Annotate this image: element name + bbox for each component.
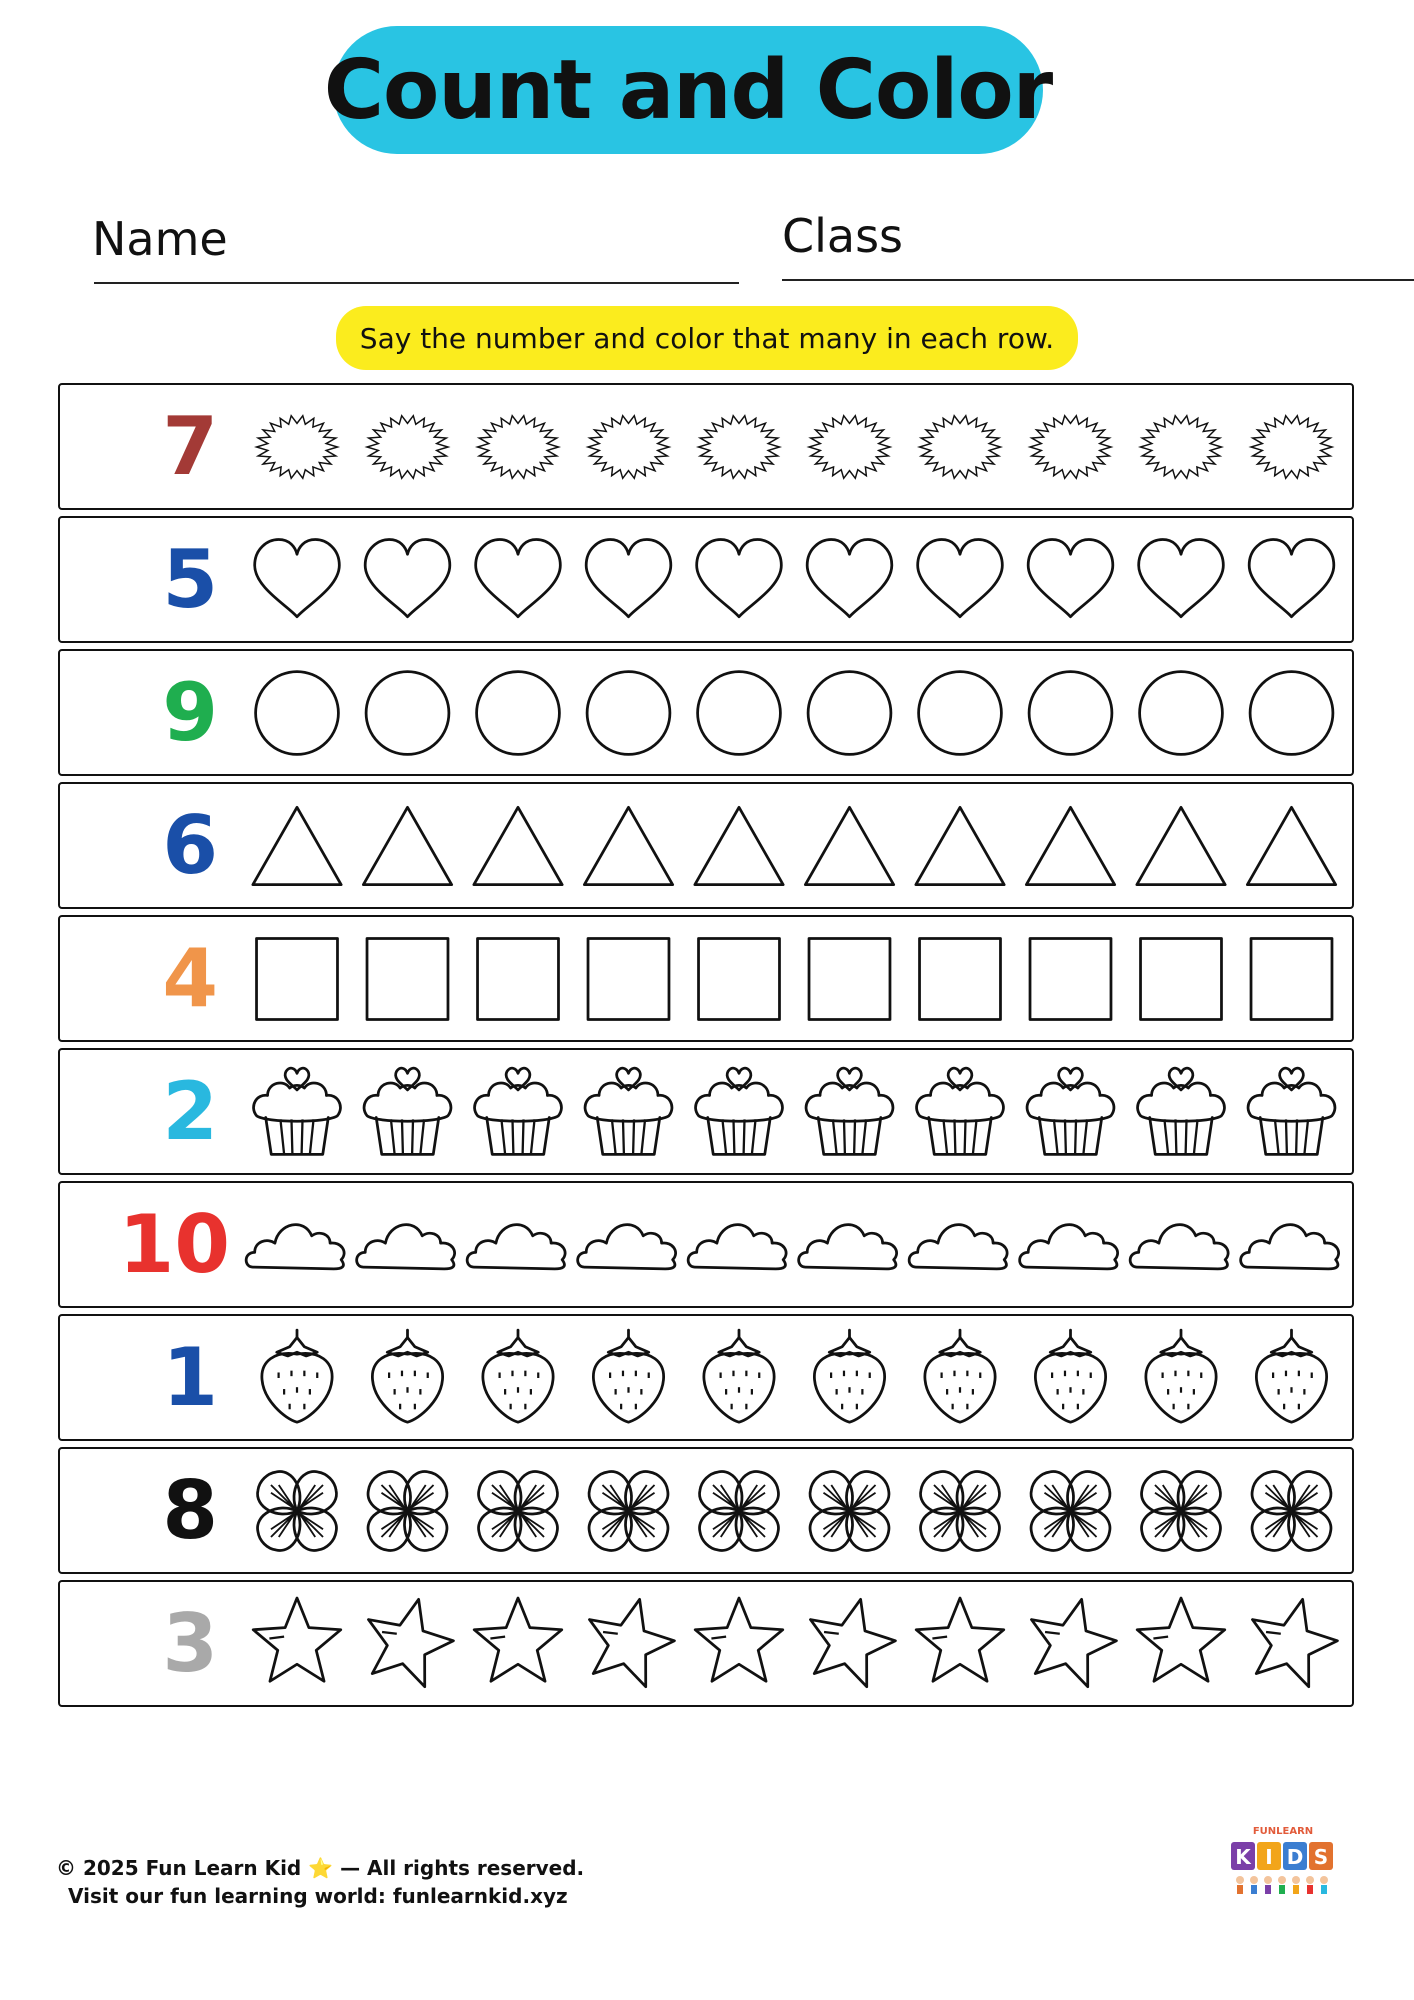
heart-icon[interactable] [476,540,561,617]
triangle-icon[interactable] [916,807,1004,884]
heart-icon[interactable] [255,540,340,617]
shape-strip [60,385,1350,507]
shape-strip [60,518,1350,640]
triangle-icon[interactable] [1026,807,1114,884]
triangle-icon[interactable] [805,807,893,884]
count-row [58,1314,1354,1441]
square-icon[interactable] [809,939,890,1020]
cupcake-icon[interactable] [696,1068,783,1154]
square-icon[interactable] [699,939,780,1020]
star-icon[interactable] [253,1598,341,1681]
heart-icon[interactable] [807,540,892,617]
star-icon[interactable] [474,1598,562,1681]
instruction-banner [336,306,1078,370]
cloud-icon[interactable] [246,1225,344,1269]
count-row [58,782,1354,909]
flower-icon[interactable] [802,1464,897,1559]
burst-icon[interactable] [588,416,669,479]
star-icon[interactable] [695,1598,783,1681]
name-field-line[interactable] [94,282,739,284]
strawberry-icon[interactable] [262,1330,332,1422]
triangle-icon[interactable] [695,807,783,884]
cupcake-icon[interactable] [1248,1068,1335,1154]
count-row [58,1447,1354,1574]
cupcake-icon[interactable] [254,1068,341,1154]
star-icon[interactable] [916,1598,1004,1681]
cupcake-icon[interactable] [475,1068,562,1154]
flower-icon[interactable] [581,1464,676,1559]
flower-icon[interactable] [913,1464,1008,1559]
row-number: 2 [162,1065,218,1158]
footer-visit: Visit our fun learning world: funlearnkid.xyz [68,1884,568,1908]
cloud-icon[interactable] [1130,1225,1228,1269]
count-row [58,1048,1354,1175]
shape-strip [60,917,1350,1039]
circle-icon[interactable] [256,672,339,755]
flower-icon[interactable] [692,1464,787,1559]
cupcake-icon[interactable] [1027,1068,1114,1154]
circle-icon[interactable] [919,672,1002,755]
flower-icon[interactable] [360,1464,455,1559]
strawberry-icon[interactable] [814,1330,884,1422]
square-icon[interactable] [920,939,1001,1020]
row-number: 5 [162,533,218,626]
shape-strip [60,651,1350,773]
footer-copyright: © 2025 Fun Learn Kid ⭐ — All rights reserved. [56,1856,585,1880]
shape-strip [60,784,1350,906]
star-icon[interactable] [1019,1589,1124,1691]
count-row [58,1181,1354,1308]
circle-icon[interactable] [587,672,670,755]
cloud-icon[interactable] [909,1225,1007,1269]
triangle-icon[interactable] [253,807,341,884]
row-number: 4 [162,932,218,1025]
row-number: 8 [162,1464,218,1557]
strawberry-icon[interactable] [704,1330,774,1422]
circle-icon[interactable] [1140,672,1223,755]
cloud-icon[interactable] [1241,1225,1339,1269]
star-icon[interactable] [798,1589,903,1691]
class-field-line[interactable] [782,279,1414,281]
flower-icon[interactable] [1134,1464,1229,1559]
cupcake-icon[interactable] [806,1068,893,1154]
count-row [58,383,1354,510]
square-icon[interactable] [478,939,559,1020]
row-number: 6 [162,799,218,892]
square-icon[interactable] [367,939,448,1020]
cloud-icon[interactable] [688,1225,786,1269]
strawberry-icon[interactable] [593,1330,663,1422]
cloud-icon[interactable] [467,1225,565,1269]
count-row [58,649,1354,776]
title-banner [323,26,1053,154]
square-icon[interactable] [588,939,669,1020]
burst-icon[interactable] [257,416,338,479]
cupcake-icon[interactable] [917,1068,1004,1154]
strawberry-icon[interactable] [1256,1330,1326,1422]
strawberry-icon[interactable] [925,1330,995,1422]
burst-icon[interactable] [1030,416,1111,479]
count-row [58,915,1354,1042]
circle-icon[interactable] [366,672,449,755]
heart-icon[interactable] [697,540,782,617]
triangle-icon[interactable] [363,807,451,884]
strawberry-icon[interactable] [372,1330,442,1422]
circle-icon[interactable] [808,672,891,755]
strawberry-icon[interactable] [1146,1330,1216,1422]
star-icon[interactable] [1240,1589,1345,1691]
burst-icon[interactable] [478,416,559,479]
cupcake-icon[interactable] [585,1068,672,1154]
heart-icon[interactable] [1139,540,1224,617]
count-row [58,1580,1354,1707]
flower-icon[interactable] [1244,1464,1339,1559]
cloud-icon[interactable] [578,1225,676,1269]
strawberry-icon[interactable] [483,1330,553,1422]
row-number: 3 [162,1597,218,1690]
cupcake-icon[interactable] [1138,1068,1225,1154]
shape-strip [60,1449,1350,1571]
instruction-text: Say the number and color that many in each row. [359,321,1055,355]
burst-icon[interactable] [809,416,890,479]
logo-letter-i: I [1265,1845,1273,1869]
row-number: 10 [118,1198,230,1291]
heart-icon[interactable] [1249,540,1334,617]
triangle-icon[interactable] [1137,807,1225,884]
brand-logo [1228,1822,1338,1906]
count-row [58,516,1354,643]
circle-icon[interactable] [698,672,781,755]
square-icon[interactable] [1030,939,1111,1020]
shape-strip [60,1582,1350,1704]
burst-icon[interactable] [367,416,448,479]
square-icon[interactable] [257,939,338,1020]
flower-icon[interactable] [471,1464,566,1559]
circle-icon[interactable] [1250,672,1333,755]
heart-icon[interactable] [365,540,450,617]
class-label: Class [782,209,904,263]
cloud-icon[interactable] [357,1225,455,1269]
strawberry-icon[interactable] [1035,1330,1105,1422]
cloud-icon[interactable] [1020,1225,1118,1269]
logo-letter-d: D [1286,1845,1304,1869]
circle-icon[interactable] [477,672,560,755]
shape-strip [60,1316,1350,1438]
heart-icon[interactable] [1028,540,1113,617]
burst-icon[interactable] [1141,416,1222,479]
circle-icon[interactable] [1029,672,1112,755]
page-title: Count and Color [323,42,1053,138]
square-icon[interactable] [1251,939,1332,1020]
burst-icon[interactable] [699,416,780,479]
cloud-icon[interactable] [799,1225,897,1269]
shape-strip [60,1183,1350,1305]
row-number: 7 [162,400,218,493]
name-label: Name [92,212,228,266]
logo-top-text: FUNLEARN [1252,1826,1314,1837]
star-icon[interactable] [577,1589,682,1691]
row-number: 9 [162,666,218,759]
star-icon[interactable] [356,1589,461,1691]
flower-icon[interactable] [1023,1464,1118,1559]
flower-icon[interactable] [250,1464,345,1559]
cupcake-icon[interactable] [364,1068,451,1154]
burst-icon[interactable] [920,416,1001,479]
logo-letter-k: K [1235,1845,1251,1869]
triangle-icon[interactable] [1247,807,1335,884]
shape-strip [60,1050,1350,1172]
star-icon[interactable] [1137,1598,1225,1681]
logo-letter-s: S [1313,1845,1329,1869]
row-number: 1 [162,1331,218,1424]
heart-icon[interactable] [586,540,671,617]
burst-icon[interactable] [1251,416,1332,479]
heart-icon[interactable] [918,540,1003,617]
triangle-icon[interactable] [474,807,562,884]
square-icon[interactable] [1141,939,1222,1020]
triangle-icon[interactable] [584,807,672,884]
